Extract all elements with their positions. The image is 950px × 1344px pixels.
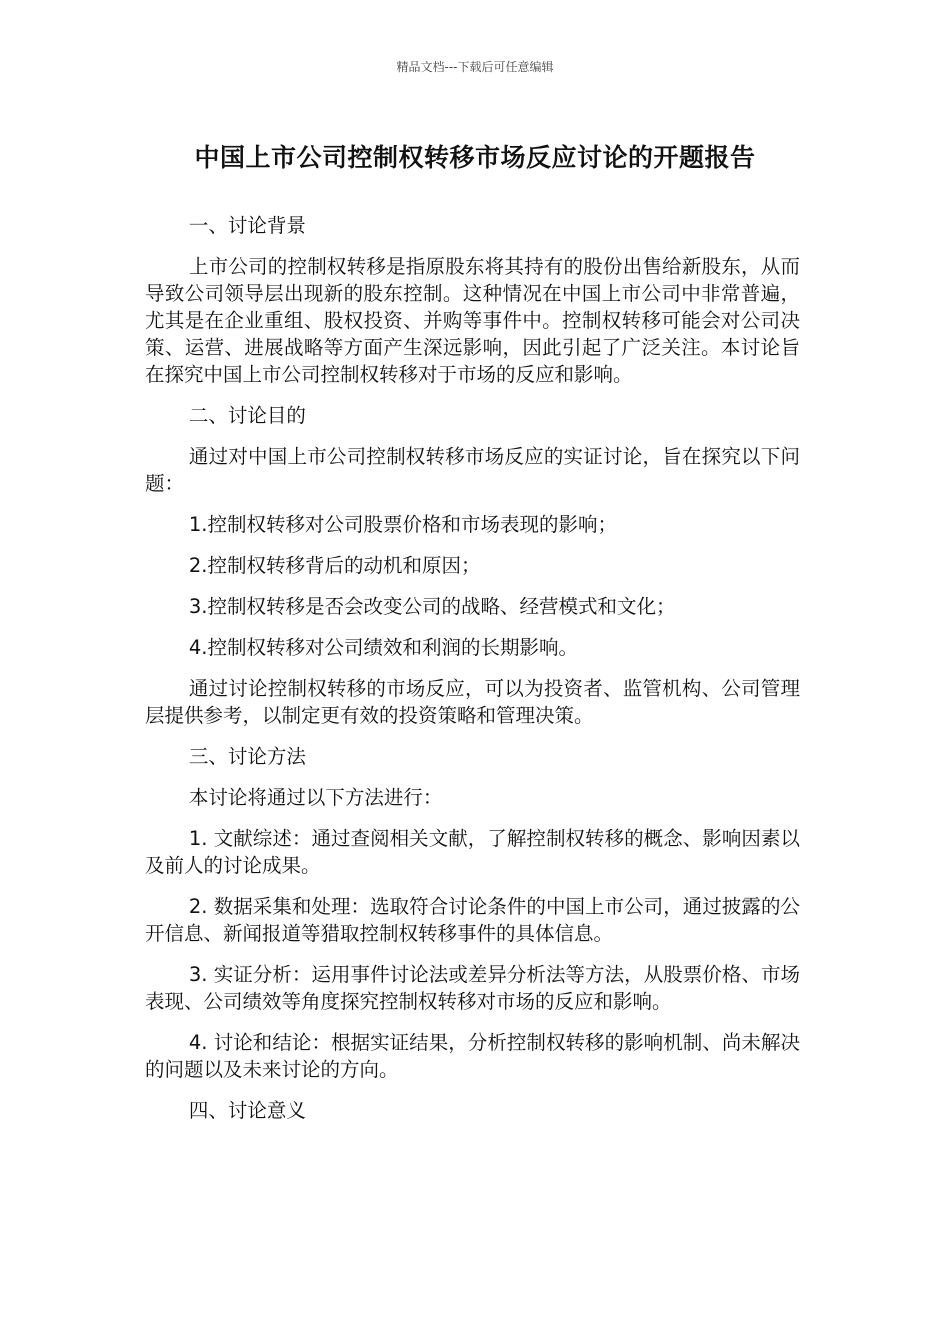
paragraph-method-intro: 本讨论将通过以下方法进行：: [188, 786, 443, 809]
document-body: [145, 212, 800, 1138]
list-item-method-2: 2. 数据采集和处理：选取符合讨论条件的中国上市公司，通过披露的公开信息、新闻报道等猎取控制权转移事件的具体信息。: [145, 895, 800, 945]
section-heading-method: 三、讨论方法: [188, 745, 306, 768]
paragraph-purpose-conclusion: 通过讨论控制权转移的市场反应，可以为投资者、监管机构、公司管理层提供参考，以制定更有效的投资策略和管理决策。: [145, 677, 800, 727]
section-heading-significance: 四、讨论意义: [188, 1099, 306, 1122]
header-watermark: 精品文档---下载后可任意编辑: [396, 60, 554, 74]
list-item-method-1: 1. 文献综述：通过查阅相关文献，了解控制权转移的概念、影响因素以及前人的讨论成果。: [145, 827, 800, 877]
list-item-method-3: 3. 实证分析：运用事件讨论法或差异分析法等方法，从股票价格、市场表现、公司绩效等角度探究控制权转移对市场的反应和影响。: [145, 963, 800, 1013]
section-heading-background: 一、讨论背景: [188, 214, 306, 237]
list-item-purpose-1: 1.控制权转移对公司股票价格和市场表现的影响；: [188, 513, 617, 536]
paragraph-purpose-intro: 通过对中国上市公司控制权转移市场反应的实证讨论，旨在探究以下问题：: [145, 445, 800, 495]
document-title: 中国上市公司控制权转移市场反应讨论的开题报告: [194, 143, 756, 172]
list-item-purpose-2: 2.控制权转移背后的动机和原因；: [188, 554, 481, 577]
paragraph-background: 上市公司的控制权转移是指原股东将其持有的股份出售给新股东，从而导致公司领导层出现新的股东控制。这种情况在中国上市公司中非常普遍，尤其是在企业重组、股权投资、并购等事件中。控制权转移可能会对公司决策、运营、进展战略等方面产生深远影响，因此引起了广泛关注。本讨论旨在探究中国上市公司控制权转移对于市场的反应和影响。: [145, 255, 800, 386]
list-item-method-4: 4. 讨论和结论：根据实证结果，分析控制权转移的影响机制、尚未解决的问题以及未来讨论的方向。: [145, 1031, 800, 1081]
section-heading-purpose: 二、讨论目的: [188, 404, 306, 427]
list-item-purpose-3: 3.控制权转移是否会改变公司的战略、经营模式和文化；: [188, 595, 676, 618]
list-item-purpose-4: 4.控制权转移对公司绩效和利润的长期影响。: [188, 636, 578, 659]
